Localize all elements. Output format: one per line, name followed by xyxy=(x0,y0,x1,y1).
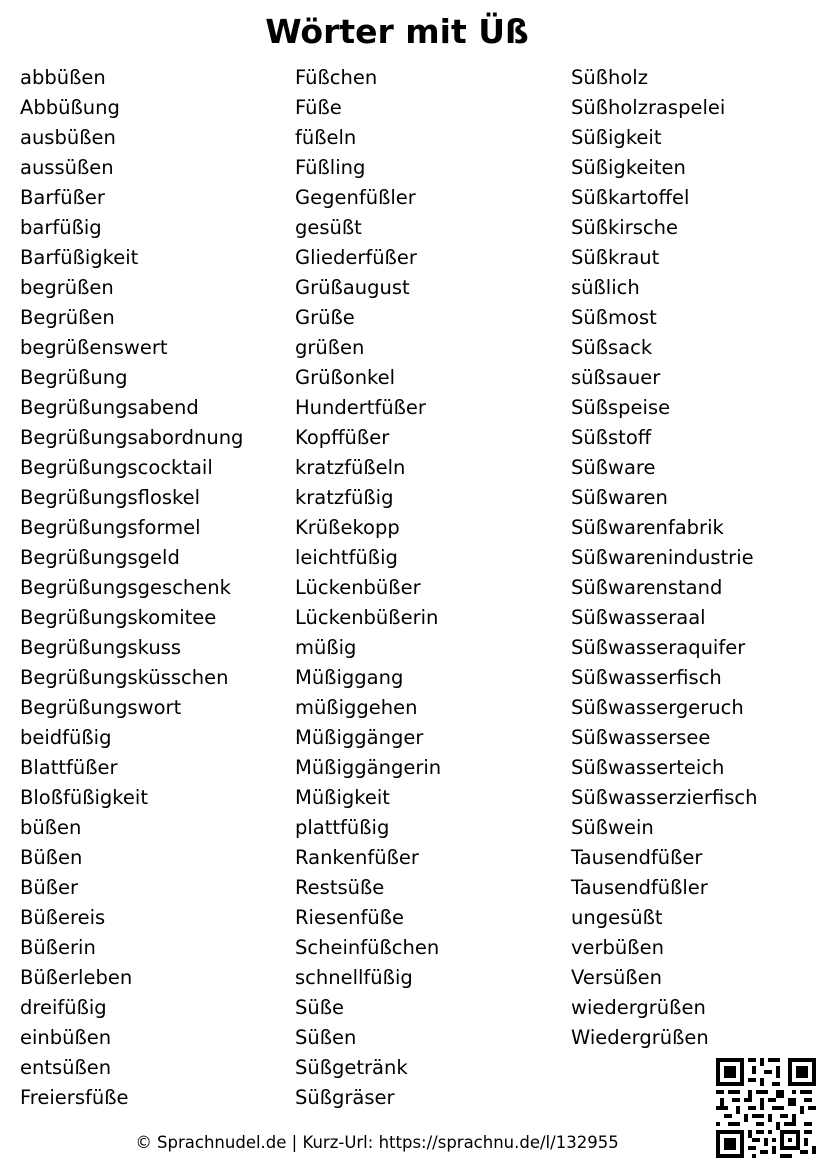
word-item: Süßwarenindustrie xyxy=(571,546,754,569)
word-item: Süßigkeiten xyxy=(571,156,686,179)
word-item: Süßkartoffel xyxy=(571,186,690,209)
word-item: Süßstoff xyxy=(571,426,652,449)
word-item: schnellfüßig xyxy=(295,966,413,989)
word-item: Süßen xyxy=(295,1026,357,1049)
word-item: Blattfüßer xyxy=(20,756,118,779)
word-item: Begrüßungsformel xyxy=(20,516,201,539)
word-item: Grüße xyxy=(295,306,355,329)
word-item: wiedergrüßen xyxy=(571,996,706,1019)
word-item: Süßigkeit xyxy=(571,126,662,149)
word-item: Begrüßungsküsschen xyxy=(20,666,229,689)
word-item: Süßwasseraal xyxy=(571,606,706,629)
word-item: Süßsack xyxy=(571,336,653,359)
word-item: abbüßen xyxy=(20,66,106,89)
word-item: Füßchen xyxy=(295,66,378,89)
word-item: Versüßen xyxy=(571,966,662,989)
word-item: Begrüßungskomitee xyxy=(20,606,217,629)
word-item: Tausendfüßler xyxy=(571,876,708,899)
page-title: Wörter mit Üß xyxy=(265,12,529,51)
word-item: Begrüßungswort xyxy=(20,696,182,719)
word-item: Bloßfüßigkeit xyxy=(20,786,148,809)
word-item: Süßholzraspelei xyxy=(571,96,726,119)
word-item: Süßspeise xyxy=(571,396,671,419)
word-item: büßen xyxy=(20,816,82,839)
word-item: Begrüßungsgeschenk xyxy=(20,576,231,599)
word-item: Müßiggängerin xyxy=(295,756,442,779)
word-item: Abbüßung xyxy=(20,96,120,119)
word-item: Büßerleben xyxy=(20,966,133,989)
word-item: Süßware xyxy=(571,456,656,479)
word-item: Begrüßen xyxy=(20,306,115,329)
word-item: kratzfüßig xyxy=(295,486,394,509)
word-item: begrüßenswert xyxy=(20,336,168,359)
word-item: Begrüßungsabend xyxy=(20,396,199,419)
word-item: Büßerin xyxy=(20,936,96,959)
word-item: Gegenfüßler xyxy=(295,186,416,209)
word-item: Süßwasserzierfisch xyxy=(571,786,758,809)
word-item: Wiedergrüßen xyxy=(571,1026,709,1049)
word-item: füßeln xyxy=(295,126,357,149)
word-item: Süßwarenfabrik xyxy=(571,516,724,539)
word-column-1 xyxy=(20,63,243,1113)
word-item: Süßwassersee xyxy=(571,726,711,749)
word-item: Süßwasserteich xyxy=(571,756,725,779)
word-item: Begrüßungsfloskel xyxy=(20,486,201,509)
word-item: Büßereis xyxy=(20,906,106,929)
word-item: Süßwarenstand xyxy=(571,576,723,599)
word-item: Süße xyxy=(295,996,345,1019)
word-item: Süßwassergeruch xyxy=(571,696,744,719)
word-item: grüßen xyxy=(295,336,365,359)
word-item: Barfüßer xyxy=(20,186,105,209)
word-item: entsüßen xyxy=(20,1056,112,1079)
word-item: Lückenbüßerin xyxy=(295,606,439,629)
word-item: Begrüßungsabordnung xyxy=(20,426,244,449)
word-item: Kopffüßer xyxy=(295,426,390,449)
word-item: leichtfüßig xyxy=(295,546,398,569)
word-item: Büßen xyxy=(20,846,83,869)
word-item: Süßwasserfisch xyxy=(571,666,722,689)
word-item: gesüßt xyxy=(295,216,362,239)
word-item: Süßmost xyxy=(571,306,657,329)
word-item: Begrüßungsgeld xyxy=(20,546,180,569)
word-item: begrüßen xyxy=(20,276,114,299)
word-item: plattfüßig xyxy=(295,816,390,839)
word-item: Freiersfüße xyxy=(20,1086,129,1109)
word-item: Krüßekopp xyxy=(295,516,400,539)
word-item: Süßwein xyxy=(571,816,654,839)
word-item: kratzfüßeln xyxy=(295,456,406,479)
word-item: Grüßaugust xyxy=(295,276,410,299)
word-item: müßig xyxy=(295,636,357,659)
word-item: Rankenfüßer xyxy=(295,846,419,869)
word-item: Begrüßung xyxy=(20,366,128,389)
word-item: Begrüßungscocktail xyxy=(20,456,213,479)
word-item: Süßkirsche xyxy=(571,216,678,239)
word-item: Barfüßigkeit xyxy=(20,246,139,269)
word-item: Müßiggänger xyxy=(295,726,424,749)
word-item: Riesenfüße xyxy=(295,906,404,929)
word-item: Süßwaren xyxy=(571,486,668,509)
word-item: Scheinfüßchen xyxy=(295,936,440,959)
word-item: verbüßen xyxy=(571,936,664,959)
word-item: ausbüßen xyxy=(20,126,116,149)
word-item: Tausendfüßer xyxy=(571,846,703,869)
word-item: barfüßig xyxy=(20,216,102,239)
word-item: Lückenbüßer xyxy=(295,576,421,599)
word-item: Füße xyxy=(295,96,342,119)
word-item: müßiggehen xyxy=(295,696,418,719)
word-item: dreifüßig xyxy=(20,996,107,1019)
word-item: süßlich xyxy=(571,276,640,299)
word-item: einbüßen xyxy=(20,1026,112,1049)
word-item: Hundertfüßer xyxy=(295,396,426,419)
word-item: Grüßonkel xyxy=(295,366,396,389)
word-item: Süßgräser xyxy=(295,1086,395,1109)
word-item: Gliederfüßer xyxy=(295,246,417,269)
qr-code-icon xyxy=(716,1058,816,1158)
word-item: Füßling xyxy=(295,156,366,179)
footer-copyright: © Sprachnudel.de | Kurz-Url: https://sprachnu.de/l/132955 xyxy=(135,1133,619,1152)
word-item: Restsüße xyxy=(295,876,385,899)
word-item: Süßholz xyxy=(571,66,648,89)
word-item: beidfüßig xyxy=(20,726,112,749)
word-column-2 xyxy=(295,63,441,1113)
word-item: Süßgetränk xyxy=(295,1056,408,1079)
word-item: süßsauer xyxy=(571,366,661,389)
word-item: Süßwasseraquifer xyxy=(571,636,746,659)
word-item: Müßiggang xyxy=(295,666,404,689)
word-item: aussüßen xyxy=(20,156,114,179)
word-item: Büßer xyxy=(20,876,79,899)
word-column-3 xyxy=(571,63,757,1053)
word-item: ungesüßt xyxy=(571,906,663,929)
word-item: Müßigkeit xyxy=(295,786,390,809)
word-item: Süßkraut xyxy=(571,246,660,269)
word-item: Begrüßungskuss xyxy=(20,636,182,659)
